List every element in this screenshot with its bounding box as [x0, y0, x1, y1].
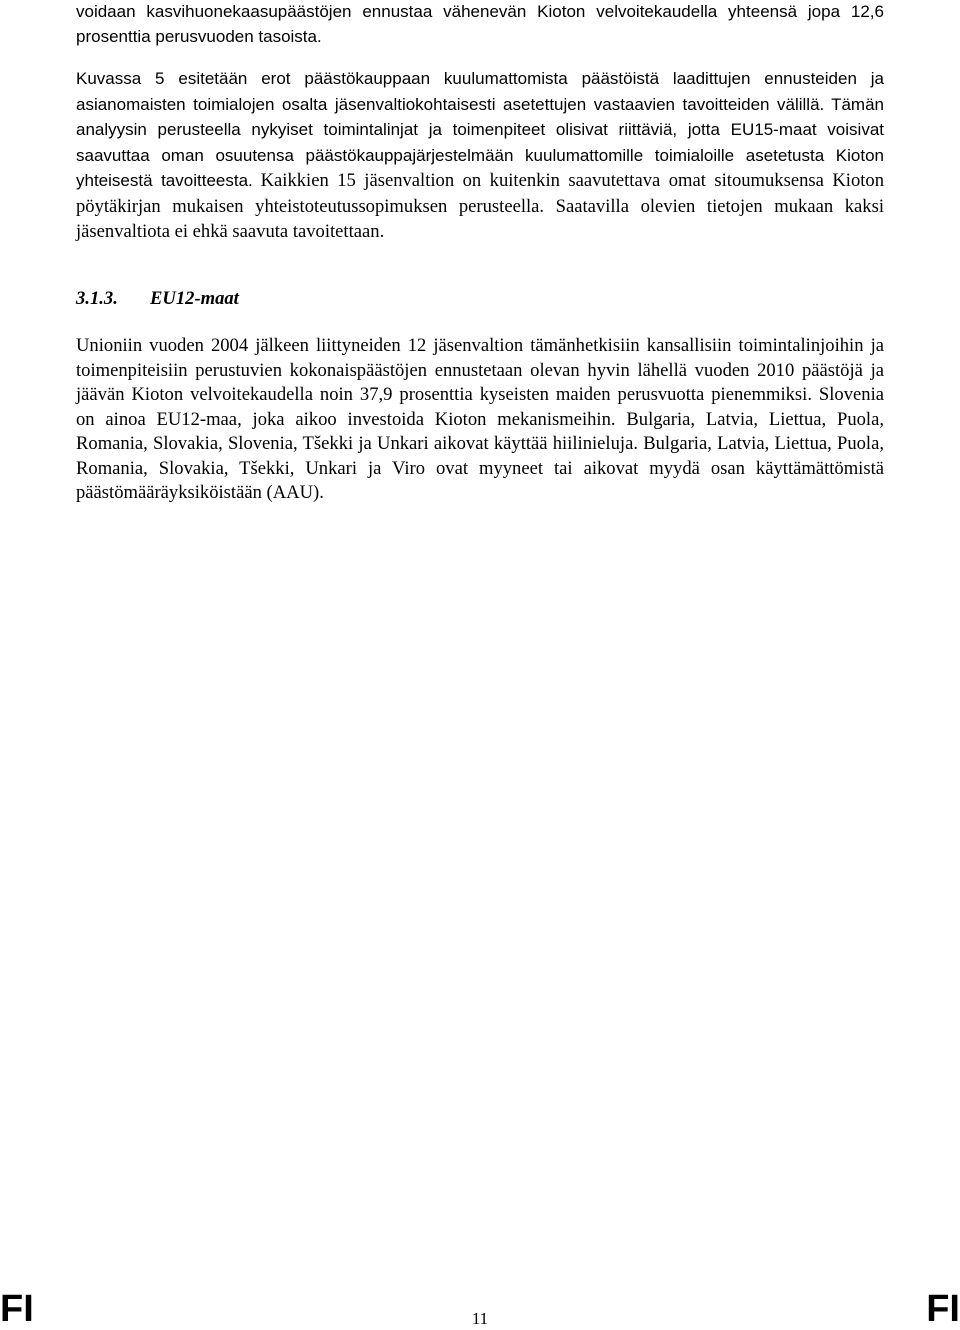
footer-language-left: FI — [0, 1288, 34, 1330]
footer-language-right: FI — [926, 1288, 960, 1330]
section-heading — [76, 287, 239, 311]
section-number: 3.1.3. — [76, 288, 118, 309]
paragraph-kuvassa-sentence-3: Kaikkien 15 jäsenvaltion on kuitenkin saavutettava omat sitoumuksensa Kioton pöytäkirjan mukaisen yhteistoteutussopimuksen perusteella. Saatavilla olevien tietojen mukaan kaksi jäsenvaltiota ei ehkä saavuta tavoitettaan. — [76, 170, 885, 242]
paragraph-continuation: voidaan kasvihuonekaasupäästöjen ennustaa vähenevän Kioton velvoitekaudella yhteensä jopa 12,6 prosenttia perusvuoden tasoista. — [76, 2, 884, 46]
paragraph-kuvassa — [76, 67, 884, 246]
paragraph-unioniin: Unioniin vuoden 2004 jälkeen liittyneiden 12 jäsenvaltion tämänhetkisiin kansallisiin toimintalinjoihin ja toimenpiteisiin perustuvien kokonaispäästöjen ennustetaan olevan hyvin lähellä vuoden 2010 päästöjä ja jäävän Kioton velvoitekaudella noin 37,9 prosenttia kyseisten maiden perusvuotta pienemmiksi. Slovenia on ainoa EU12-maa, joka aikoo investoida Kioton mekanismeihin. Bulgaria, Latvia, Liettua, Puola, Romania, Slovakia, Slovenia, Tšekki ja Unkari aikovat käyttää hiilinieluja. Bulgaria, Latvia, Liettua, Puola, Romania, Slovakia, Tšekki, Unkari ja Viro ovat myyneet tai aikovat myydä osan käyttämättömistä päästömääräyksiköistään (AAU). — [76, 335, 884, 503]
paragraph-kuvassa-sentence-1: Kuvassa 5 esitetään erot päästökauppaan kuulumattomista päästöistä laadittujen ennusteiden ja asianomaisten toimialojen osalta jäsenvaltiokohtaisesti asetettujen vastaavien tavoitteiden välillä. — [76, 69, 884, 114]
page-number: 11 — [471, 1309, 489, 1328]
section-title: EU12-maat — [150, 288, 239, 309]
paragraph-kuvassa-sentence-2: Tämän analyysin perusteella nykyiset toimintalinjat ja toimenpiteet olisivat riittäviä, jotta EU15-maat voisivat saavuttaa oman osuutensa päästökauppajärjestelmään kuulumattomille toimialoille asetetusta Kioton yhteisestä tavoitteesta. — [76, 94, 885, 190]
